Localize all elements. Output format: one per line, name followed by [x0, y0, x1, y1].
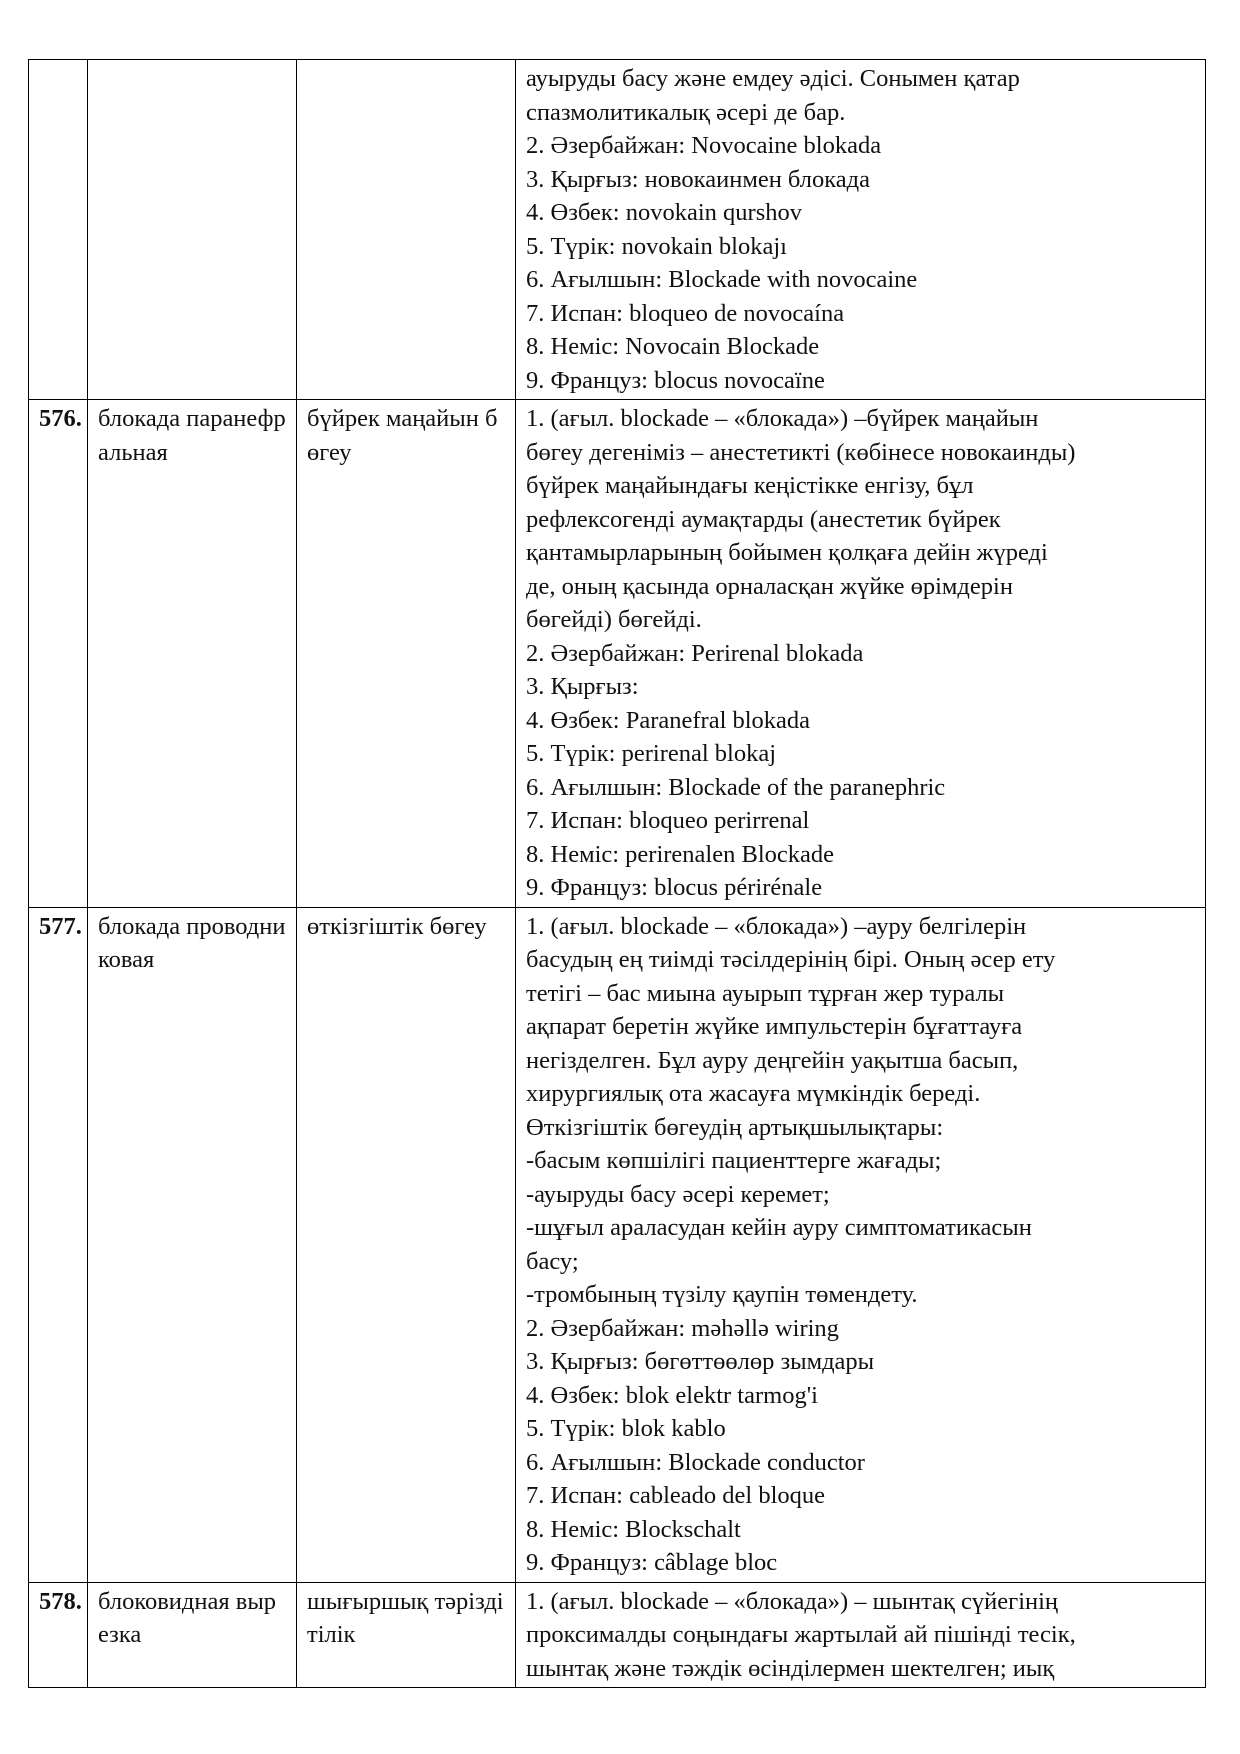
- definition-line: 6. Ағылшын: Blockade with novocaine: [526, 266, 918, 293]
- definition-line: 8. Неміс: Novocain Blockade: [526, 333, 820, 360]
- definition-line: 9. Француз: blocus novocaïne: [526, 366, 825, 394]
- definition-line: ақпарат беретін жүйке импульстерін бұғаттауға: [526, 1013, 1023, 1040]
- definition-line: тетігі – бас миына ауырып тұрған жер туралы: [526, 979, 1005, 1007]
- definition-line: 7. Испан: bloqueo perirrenal: [526, 807, 810, 834]
- definition-line: 6. Ағылшын: Blockade conductor: [526, 1448, 865, 1476]
- definition-line: 5. Түрік: blok kablo: [526, 1415, 726, 1442]
- definition-line: проксималды соңындағы жартылай ай пішінді тесік,: [526, 1621, 1076, 1648]
- russian-term: блоковидная вырезка: [88, 1582, 297, 1688]
- definition-line: спазмолитикалық әсері де бар.: [526, 98, 846, 126]
- definition-line: 4. Өзбек: blok elektr tarmog'i: [526, 1381, 818, 1409]
- definition-line: қантамырларының бойымен қолқаға дейін жүреді: [526, 539, 1048, 566]
- definition-line: 3. Қырғыз:: [526, 673, 639, 700]
- definition-line: 5. Түрік: perirenal blokaj: [526, 740, 777, 767]
- definition-line: бөгеу дегеніміз – анестетикті (көбінесе новокаинды): [526, 438, 1076, 466]
- dictionary-table-body: [29, 60, 1206, 1688]
- russian-term: [88, 60, 297, 400]
- definition-line: -шұғыл араласудан кейін ауру симптоматикасын: [526, 1214, 1032, 1241]
- definition-line: рефлексогенді аумақтарды (анестетик бүйрек: [526, 505, 1001, 533]
- definition-line: -ауыруды басу әсері керемет;: [526, 1180, 830, 1208]
- kazakh-term: шығыршық тәрізді тілік: [297, 1582, 516, 1688]
- definition-line: 4. Өзбек: Paranefral blokada: [526, 706, 811, 734]
- definition-line: 8. Неміс: Blockschalt: [526, 1515, 741, 1543]
- definition-line: 2. Әзербайжан: Novocaine blokada: [526, 132, 882, 159]
- definition-line: 9. Француз: câblage bloc: [526, 1549, 778, 1576]
- definition-line: -басым көпшілігі пациенттерге жағады;: [526, 1147, 942, 1174]
- kazakh-term: өткізгіштік бөгеу: [297, 907, 516, 1582]
- definition-line: бөгейді) бөгейді.: [526, 606, 702, 633]
- entry-number: 578.: [29, 1582, 88, 1688]
- definition-line: шынтақ және тәждік өсінділермен шектелген; иық: [526, 1654, 1055, 1682]
- definition-line: ауыруды басу және емдеу әдісі. Сонымен қатар: [526, 65, 1020, 92]
- definition-line: бүйрек маңайындағы кеңістікке енгізу, бұл: [526, 472, 974, 499]
- kazakh-term: бүйрек маңайын бөгеу: [297, 400, 516, 908]
- definition-line: басудың ең тиімді тәсілдерінің бірі. Оның әсер ету: [526, 946, 1056, 973]
- definition-line: 1. (ағыл. blockade – «блокада») –ауру белгілерін: [526, 912, 1027, 940]
- kazakh-term: [297, 60, 516, 400]
- entry-number: 577.: [29, 907, 88, 1582]
- definition-line: Өткізгіштік бөгеудің артықшылықтары:: [526, 1113, 944, 1141]
- definition-line: негізделген. Бұл ауру деңгейін уақытша басып,: [526, 1046, 1019, 1074]
- definition-line: басу;: [526, 1247, 579, 1275]
- definition-line: 6. Ағылшын: Blockade of the paranephric: [526, 773, 946, 801]
- definition-line: де, оның қасында орналасқан жүйке өрімдерін: [526, 572, 1013, 600]
- definition-line: 3. Қырғыз: бөгөттөөлөр зымдары: [526, 1348, 875, 1375]
- definition-line: 7. Испан: cableado del bloque: [526, 1482, 826, 1509]
- table-row: [29, 60, 1206, 400]
- russian-term: блокада паранефральная: [88, 400, 297, 908]
- table-row: [29, 1582, 1206, 1688]
- definition-line: 1. (ағыл. blockade – «блокада») – шынтақ сүйегінің: [526, 1587, 1059, 1615]
- table-row: [29, 907, 1206, 1582]
- definition-cell: [516, 400, 1206, 908]
- definition-line: 3. Қырғыз: новокаинмен блокада: [526, 165, 871, 193]
- definition-line: 5. Түрік: novokain blokajı: [526, 232, 787, 260]
- table-row: [29, 400, 1206, 908]
- dictionary-table: [28, 59, 1206, 1688]
- definition-line: 8. Неміс: perirenalen Blockade: [526, 840, 835, 868]
- definition-line: хирургиялық ота жасауға мүмкіндік береді.: [526, 1080, 981, 1107]
- definition-cell: [516, 60, 1206, 400]
- definition-line: 7. Испан: bloqueo de novocaína: [526, 299, 845, 327]
- definition-line: -тромбының түзілу қаупін төмендету.: [526, 1281, 918, 1308]
- definition-line: 2. Әзербайжан: məhəllə wiring: [526, 1314, 839, 1342]
- definition-line: 9. Француз: blocus périrénale: [526, 874, 823, 901]
- definition-cell: [516, 1582, 1206, 1688]
- definition-line: 1. (ағыл. blockade – «блокада») –бүйрек маңайын: [526, 405, 1039, 432]
- entry-number: 576.: [29, 400, 88, 908]
- entry-number: [29, 60, 88, 400]
- definition-cell: [516, 907, 1206, 1582]
- russian-term: блокада проводниковая: [88, 907, 297, 1582]
- definition-line: 2. Әзербайжан: Perirenal blokada: [526, 639, 864, 667]
- definition-line: 4. Өзбек: novokain qurshov: [526, 199, 802, 226]
